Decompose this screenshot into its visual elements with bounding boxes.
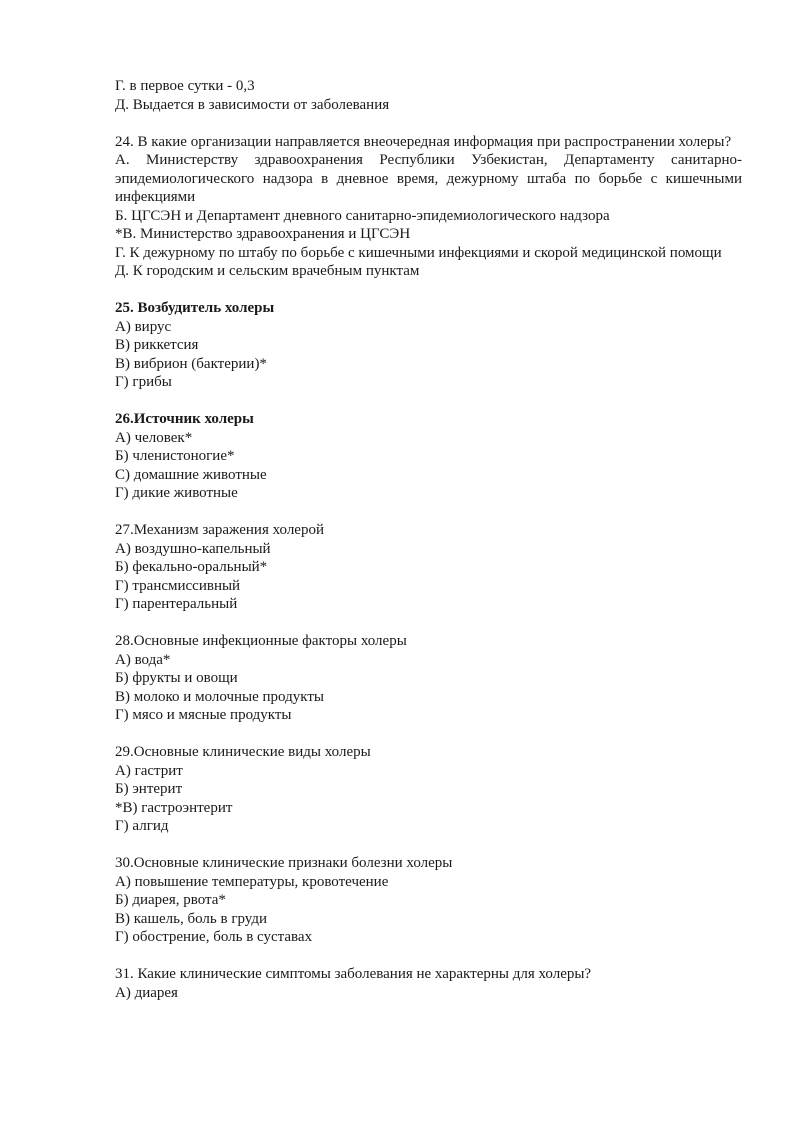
option-text: А) вода*	[115, 651, 171, 668]
question-title: 24. В какие организации направляется внеочередная информация при распространении холеры?	[115, 133, 732, 150]
question-title: 31. Какие клинические симптомы заболевания не характерны для холеры?	[115, 966, 592, 982]
question-title: 26.Источник холеры	[115, 411, 254, 427]
question-title: 25. Возбудитель холеры	[115, 300, 275, 316]
question-26	[115, 410, 742, 503]
question-27	[115, 521, 742, 614]
option-text: Б) диарея, рвота*	[115, 892, 226, 908]
question-title: 28.Основные инфекционные факторы холеры	[115, 633, 407, 649]
document-content	[115, 77, 742, 1002]
option-text: А) диарея	[115, 984, 178, 1001]
option-text: Г) обострение, боль в суставах	[115, 929, 313, 945]
option-text: Д. Выдается в зависимости от заболевания	[115, 96, 390, 113]
question-28	[115, 632, 742, 725]
option-text: Г) парентеральный	[115, 596, 238, 612]
option-text: Б. ЦГСЭН и Департамент дневного санитарно-эпидемиологического надзора	[115, 207, 610, 224]
question-31	[115, 965, 742, 1002]
option-text: С) домашние животные	[115, 466, 267, 483]
option-text: Д. К городским и сельским врачебным пунктам	[115, 263, 420, 279]
question-29	[115, 743, 742, 836]
question-title: 29.Основные клинические виды холеры	[115, 744, 371, 760]
option-text: Б) фрукты и овощи	[115, 670, 238, 686]
option-text: Г) грибы	[115, 374, 172, 390]
option-text: Б) фекально-оральный*	[115, 559, 268, 575]
option-text: В) риккетсия	[115, 337, 199, 353]
question-24	[115, 133, 742, 281]
option-text: Г) мясо и мясные продукты	[115, 707, 292, 723]
option-text: А) воздушно-капельный	[115, 540, 271, 557]
option-text: *В. Министерство здравоохранения и ЦГСЭН	[115, 226, 411, 242]
option-text: В) молоко и молочные продукты	[115, 688, 324, 705]
question-25	[115, 299, 742, 392]
option-text: В) кашель, боль в груди	[115, 910, 268, 927]
option-text: *В) гастроэнтерит	[115, 799, 233, 816]
option-text: Г) алгид	[115, 818, 169, 834]
option-text: А) вирус	[115, 318, 172, 335]
option-text: А) гастрит	[115, 762, 183, 779]
question-title: 30.Основные клинические признаки болезни холеры	[115, 855, 453, 871]
option-text: А. Министерству здравоохранения Республики Узбекистан, Департаменту санитарно-эпидемиологического надзора в дневное время, дежурному штаба по борьбе с кишечными инфекциями	[115, 152, 742, 205]
option-text: Г) дикие животные	[115, 485, 238, 501]
option-text: В) вибрион (бактерии)*	[115, 355, 267, 372]
question-title: 27.Механизм заражения холерой	[115, 522, 324, 538]
option-text: Г) трансмиссивный	[115, 577, 241, 594]
option-text: Б) энтерит	[115, 781, 183, 797]
option-text: А) человек*	[115, 429, 193, 446]
question-30	[115, 854, 742, 947]
option-text: А) повышение температуры, кровотечение	[115, 873, 389, 890]
option-text: Г. К дежурному по штабу по борьбе с кишечными инфекциями и скорой медицинской помощи	[115, 244, 722, 261]
continuation-block	[115, 77, 742, 114]
option-text: Г. в первое сутки - 0,3	[115, 78, 255, 94]
option-text: Б) членистоногие*	[115, 448, 235, 464]
